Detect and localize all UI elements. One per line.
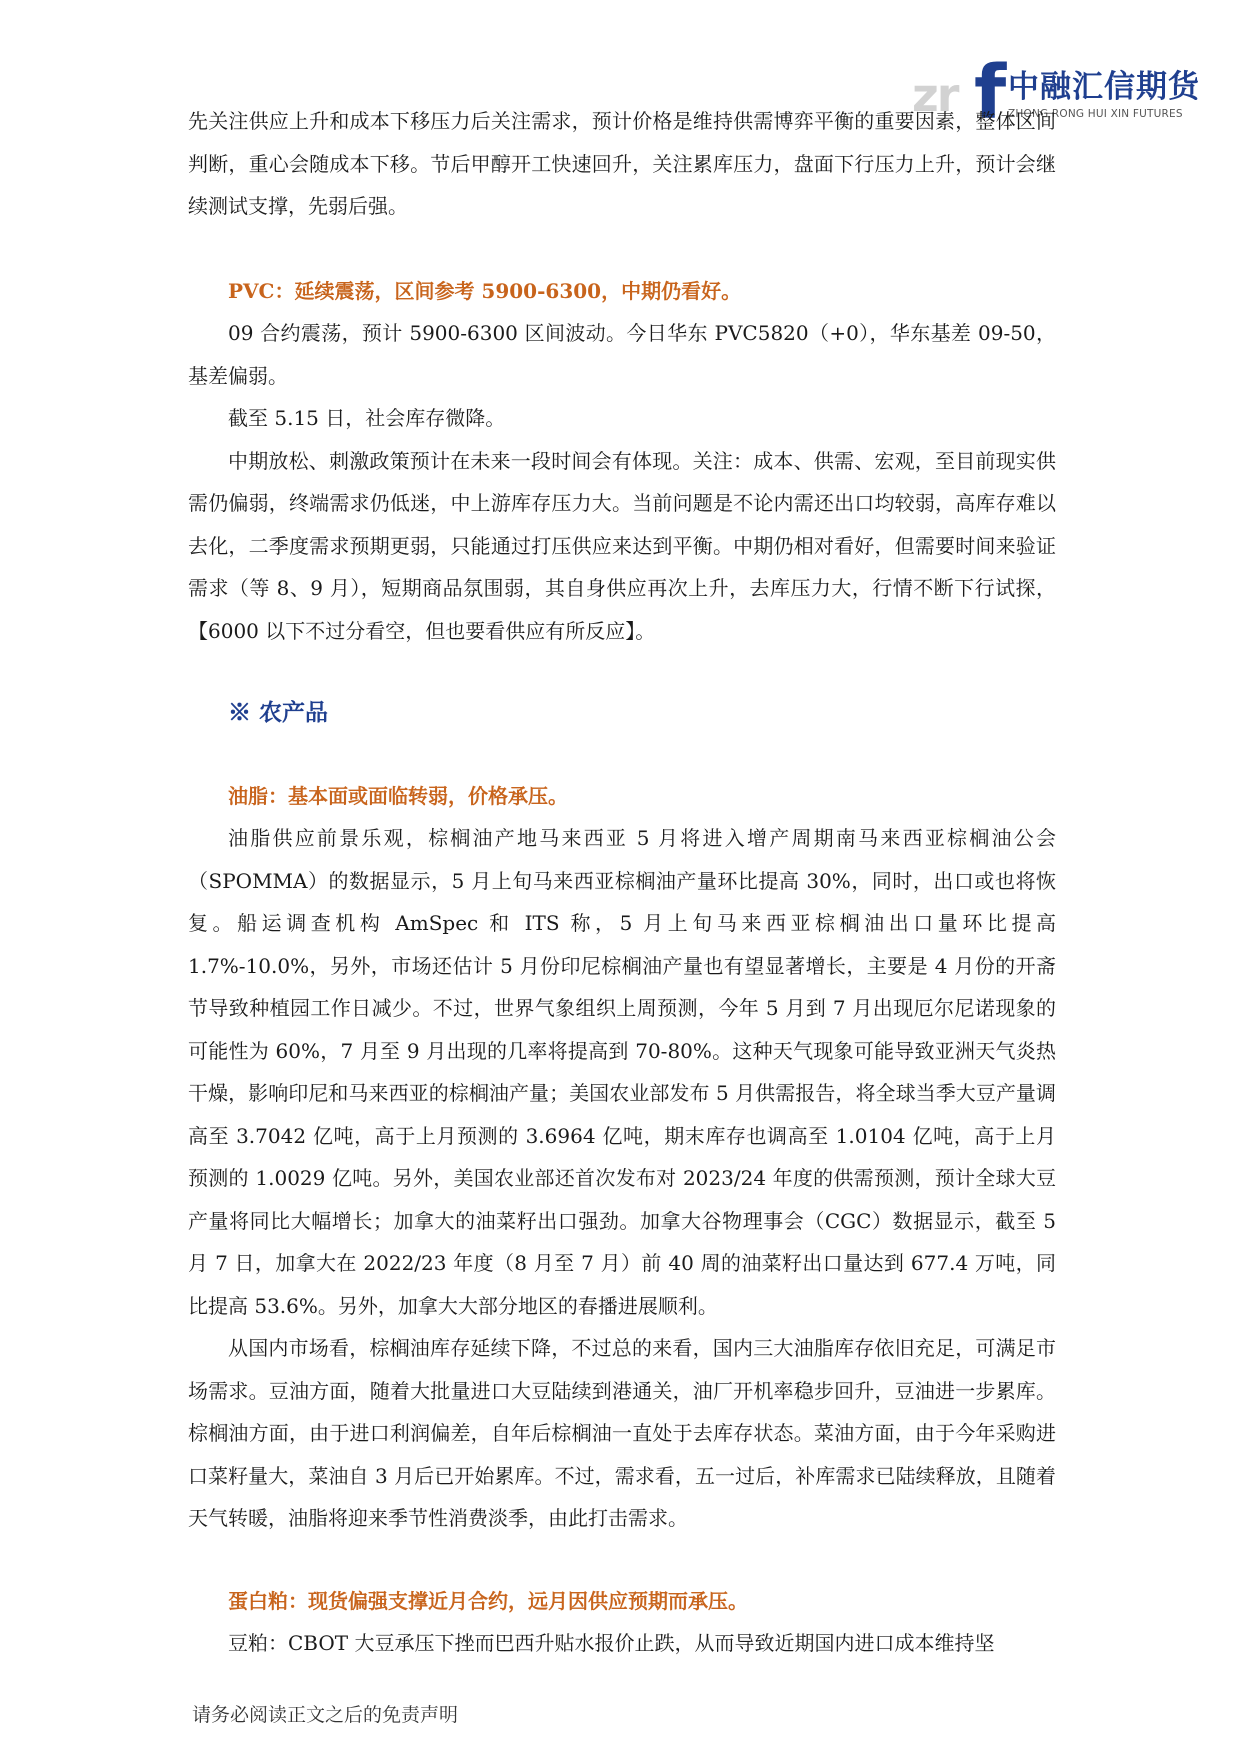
oils-paragraph-2: 从国内市场看，棕榈油库存延续下降，不过总的来看，国内三大油脂库存依旧充足，可满足市场需求。豆油方面，随着大批量进口大豆陆续到港通关，油厂开机率稳步回升，豆油进一步累库。棕榈油方面，由于进口利润偏差，自年后棕榈油一直处于去库存状态。菜油方面，由于今年采购进口菜籽量大，菜油自 3 月后已开始累库。不过，需求看，五一过后，补库需求已陆续释放，且随着天气转暖，油脂将迎来季节性消费淡季，由此打击需求。 <box>188 1336 1056 1530</box>
meal-paragraph-1: 豆粕：CBOT 大豆承压下挫而巴西升贴水报价止跌，从而导致近期国内进口成本维持坚 <box>228 1631 995 1655</box>
disclaimer-footer: 请务必阅读正文之后的免责声明 <box>192 1704 459 1726</box>
logo-mark: zr <box>912 68 958 122</box>
logo-chinese-name: 中融汇信期货 <box>1008 69 1200 105</box>
pvc-heading: PVC：延续震荡，区间参考 5900-6300，中期仍看好。 <box>228 278 742 303</box>
document-body <box>188 100 1056 1665</box>
methanol-paragraph-continued: 先关注供应上升和成本下移压力后关注需求，预计价格是维持供需博弈平衡的重要因素，整体区间判断，重心会随成本下移。节后甲醇开工快速回升，关注累库压力，盘面下行压力上升，预计会继续测试支撑，先弱后强。 <box>188 109 1056 218</box>
pvc-paragraph-3: 中期放松、刺激政策预计在未来一段时间会有体现。关注：成本、供需、宏观，至目前现实供需仍偏弱，终端需求仍低迷，中上游库存压力大。当前问题是不论内需还出口均较弱，高库存难以去化，二季度需求预期更弱，只能通过打压供应来达到平衡。中期仍相对看好，但需要时间来验证需求（等 8、9 月），短期商品氛围弱，其自身供应再次上升，去库压力大，行情不断下行试探，【6000 以下不过分看空，但也要看供应有所反应】。 <box>188 448 1056 643</box>
oils-paragraph-1: 油脂供应前景乐观，棕榈油产地马来西亚 5 月将进入增产周期南马来西亚棕榈油公会（SPOMMA）的数据显示，5 月上旬马来西亚棕榈油产量环比提高 30%，同时，出口或也将恢复。船运调查机构 AmSpec 和 ITS 称，5 月上旬马来西亚棕榈油出口量环比提高 1.7%-10.0%，另外，市场还估计 5 月份印尼棕榈油产量也有望显著增长，主要是 4 月份的开斋节导致种植园工作日减少。不过，世界气象组织上周预测，今年 5 月到 7 月出现厄尔尼诺现象的可能性为 60%，7 月至 9 月出现的几率将提高到 70-80%。这种天气现象可能导致亚洲天气炎热干燥，影响印尼和马来西亚的棕榈油产量；美国农业部发布 5 月供需报告，将全球当季大豆产量调高至 3.7042 亿吨，高于上月预测的 3.6964 亿吨，期末库存也调高至 1.0104 亿吨，高于上月预测的 1.0029 亿吨。另外，美国农业部还首次发布对 2023/24 年度的供需预测，预计全球大豆产量将同比大幅增长；加拿大的油菜籽出口强劲。加拿大谷物理事会（CGC）数据显示，截至 5 月 7 日，加拿大在 2022/23 年度（8 月至 7 月）前 40 周的油菜籽出口量达到 677.4 万吨，同比提高 53.6%。另外，加拿大大部分地区的春播进展顺利。 <box>188 826 1056 1318</box>
pvc-paragraph-1: 09 合约震荡，预计 5900-6300 区间波动。今日华东 PVC5820（+0），华东基差 09-50，基差偏弱。 <box>188 321 1056 388</box>
pvc-paragraph-2: 截至 5.15 日，社会库存微降。 <box>228 406 506 430</box>
logo-english-name: ZHONG RONG HUI XIN FUTURES <box>1008 108 1183 120</box>
oils-heading: 油脂：基本面或面临转弱，价格承压。 <box>228 783 568 808</box>
meal-heading: 蛋白粕：现货偏强支撑近月合约，远月因供应预期而承压。 <box>228 1588 748 1613</box>
section-title-agriculture: ※ 农产品 <box>228 699 329 726</box>
logo-f-mark: f <box>974 50 1007 136</box>
